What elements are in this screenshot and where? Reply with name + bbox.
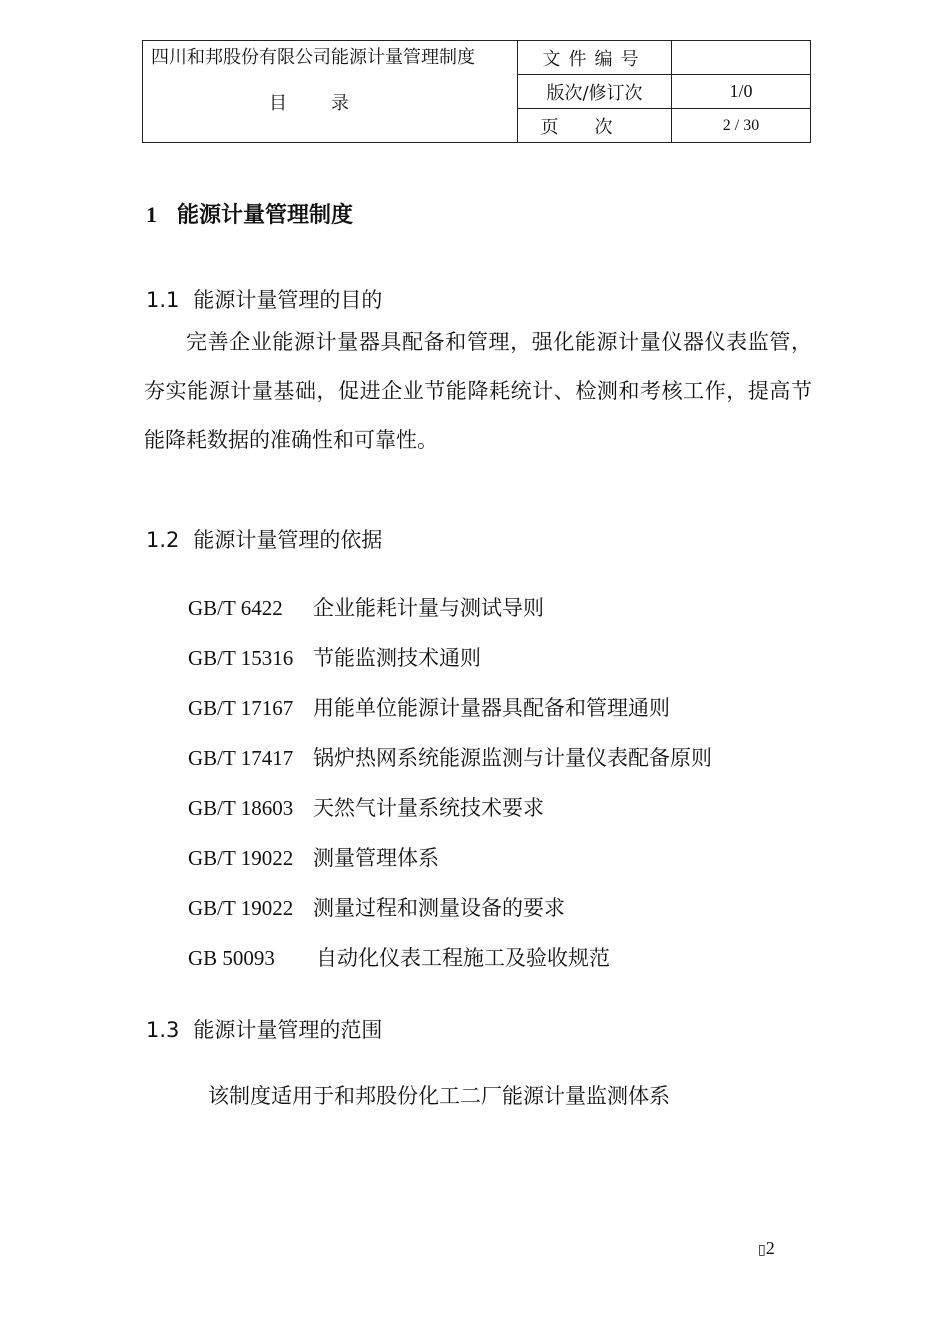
standard-code: GB/T 17417	[188, 746, 294, 770]
page-label: 页次	[540, 116, 649, 138]
standard-code: GB/T 18603	[188, 796, 294, 820]
standard-name: 用能单位能源计量器具配备和管理通则	[313, 696, 670, 720]
standard-code: GB/T 6422	[188, 596, 283, 620]
list-item	[188, 888, 712, 938]
list-item	[188, 588, 712, 638]
subsection-heading-scope	[146, 1014, 382, 1044]
standard-name: 企业能耗计量与测试导则	[313, 596, 544, 620]
purpose-paragraph: 完善企业能源计量器具配备和管理，强化能源计量仪器仪表监管，夯实能源计量基础，促进企业节能降耗统计、检测和考核工作，提高节能降耗数据的准确性和可靠性。	[144, 330, 812, 452]
section-heading	[146, 198, 353, 229]
subsection-title: 能源计量管理的范围	[193, 1018, 383, 1042]
subsection-heading-purpose	[146, 284, 382, 314]
standard-code: GB/T 19022	[188, 896, 294, 920]
page-value: 2 / 30	[672, 109, 811, 143]
subsection-title: 能源计量管理的依据	[193, 528, 383, 552]
document-header-table	[142, 40, 811, 143]
company-regulation-title: 四川和邦股份有限公司能源计量管理制度	[151, 47, 475, 68]
revision-value: 1/0	[672, 75, 811, 109]
standard-name: 测量过程和测量设备的要求	[313, 896, 565, 920]
standards-list	[188, 588, 712, 988]
section-title: 能源计量管理制度	[177, 203, 354, 228]
section-number: 1	[146, 202, 157, 227]
subsection-number: 1.3	[146, 1018, 180, 1042]
list-item	[188, 738, 712, 788]
subsection-number: 1.1	[146, 288, 180, 312]
revision-label: 版次/修订次	[518, 75, 672, 109]
document-title-cell	[143, 41, 518, 143]
standard-name: 测量管理体系	[313, 846, 439, 870]
list-item	[188, 788, 712, 838]
standard-name: 节能监测技术通则	[313, 646, 481, 670]
scope-paragraph: 该制度适用于和邦股份化工二厂能源计量监测体系	[208, 1084, 670, 1108]
toc-label: 目录	[269, 93, 393, 114]
page-footer	[758, 1238, 775, 1259]
standard-code: GB/T 15316	[188, 646, 294, 670]
standard-name: 自动化仪表工程施工及验收规范	[316, 946, 610, 970]
doc-number-value	[672, 41, 811, 75]
page-label-cell	[518, 109, 672, 143]
standard-code: GB/T 17167	[188, 696, 294, 720]
list-item	[188, 688, 712, 738]
list-item	[188, 638, 712, 688]
subsection-number: 1.2	[146, 528, 180, 552]
subsection-heading-basis	[146, 524, 382, 554]
page-number: 2	[765, 1238, 775, 1258]
standard-name: 锅炉热网系统能源监测与计量仪表配备原则	[313, 746, 712, 770]
list-item	[188, 938, 712, 988]
list-item	[188, 838, 712, 888]
subsection-title: 能源计量管理的目的	[193, 288, 383, 312]
missing-glyph-icon: ▯	[758, 1242, 766, 1258]
standard-code: GB 50093	[188, 946, 275, 970]
standard-code: GB/T 19022	[188, 846, 294, 870]
standard-name: 天然气计量系统技术要求	[313, 796, 544, 820]
doc-number-label: 文件编号	[542, 48, 647, 70]
doc-number-label-cell	[518, 41, 672, 75]
